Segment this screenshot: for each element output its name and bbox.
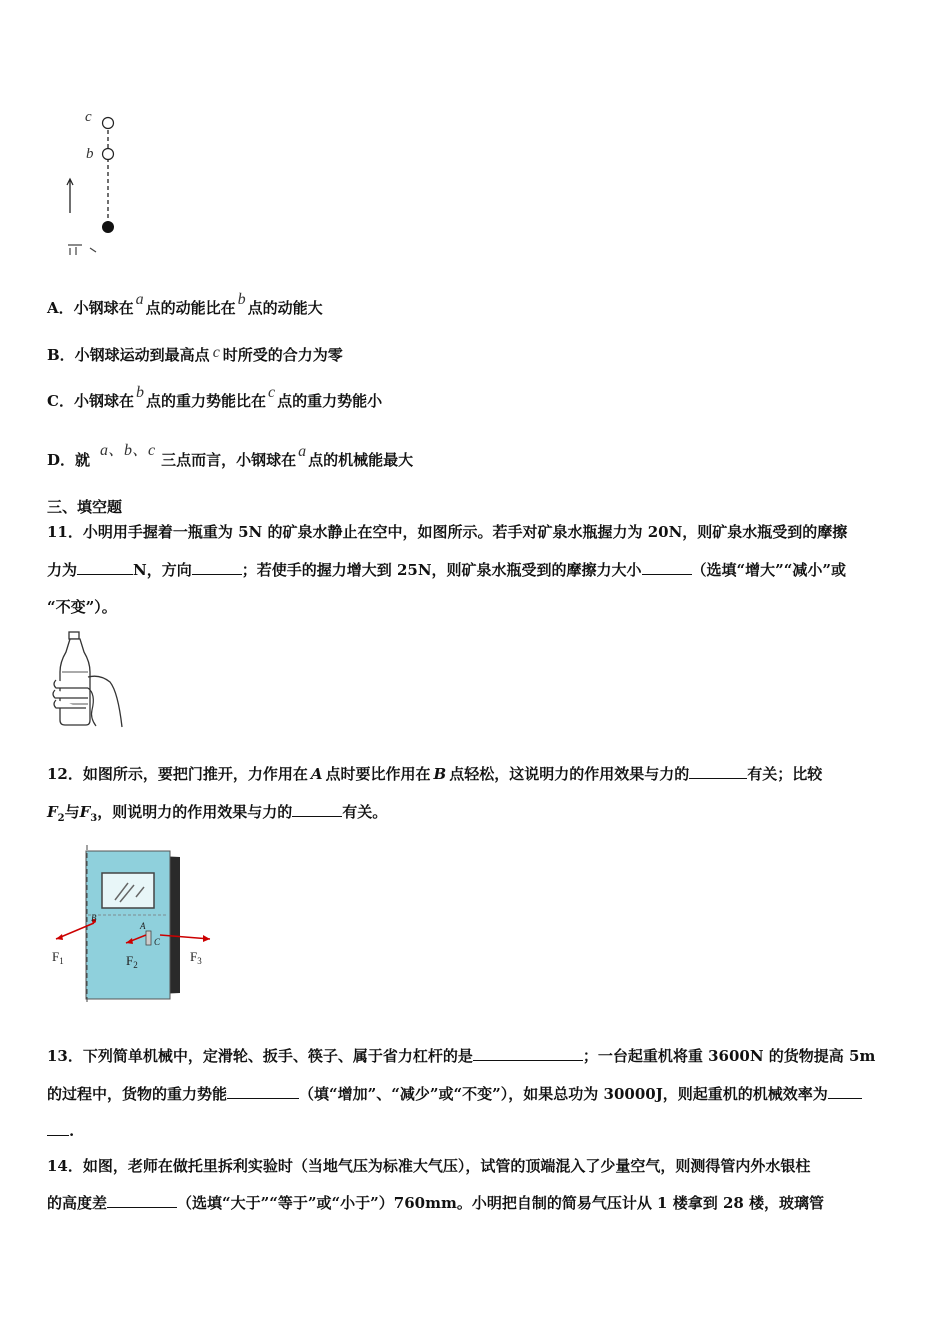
section-title: 三、填空题 — [47, 498, 123, 516]
q14-line1: 14．如图，老师在做托里拆利实验时（当地气压为标准大气压），试管的顶端混入了少量空气，则测得管内外水银柱 — [47, 1157, 811, 1175]
ball-trajectory-figure — [60, 105, 130, 255]
q11-line2: 力为 N，方向 ；若使手的握力增大到 25N，则矿泉水瓶受到的摩擦力大小 （选填“增大”“减小”或 — [47, 561, 847, 579]
option-d: D．就a、b、c三点而言，小钢球在 a 点的机械能最大 — [47, 442, 414, 469]
door-label-a: A — [140, 921, 146, 931]
q13-line1: 13．下列简单机械中，定滑轮、扳手、筷子、属于省力杠杆的是 ；一台起重机将重 3600N 的货物提高 5m — [47, 1047, 876, 1065]
q12-line2: $F_2$与$F_3$，则说明力的作用效果与力的 有关。 — [47, 803, 388, 824]
q11-line1: 11．小明用手握着一瓶重为 5N 的矿泉水静止在空中，如图所示。若手对矿泉水瓶握力为 20N，则矿泉水瓶受到的摩擦 — [47, 523, 848, 541]
q14-line2: 的高度差 （选填“大于”“等于”或“小于”）760mm。小明把自制的简易气压计从 1 楼拿到 28 楼，玻璃管 — [47, 1194, 825, 1212]
bottle-hand-figure — [52, 632, 132, 732]
label-c: c — [85, 109, 92, 125]
q11-line3: “不变”）。 — [47, 598, 117, 616]
label-b: b — [86, 146, 94, 162]
f1-label: $F_1$ — [52, 949, 64, 966]
door-label-b: B — [91, 913, 97, 923]
q13-line3: . — [47, 1121, 74, 1141]
option-a: A．小钢球在 a 点的动能比在 b 点的动能大 — [47, 291, 323, 317]
q13-line2: 的过程中，货物的重力势能 （填“增加”、“减少”或“不变”），如果总功为 30000J，则起重机的机械效率为 — [47, 1084, 862, 1104]
f2-label: $F_2$ — [126, 953, 138, 970]
option-c: C．小钢球在 b 点的重力势能比在 c 点的重力势能小 — [47, 384, 383, 410]
door-label-c: C — [154, 937, 161, 947]
option-b: B．小钢球运动到最高点 c 时所受的合力为零 — [47, 344, 343, 364]
f3-label: $F_3$ — [190, 949, 202, 966]
ball-a — [102, 221, 114, 233]
q12-line1: 12．如图所示，要把门推开，力作用在 A 点时要比作用在 B 点轻松，这说明力的作用效果与力的 有关；比较 — [47, 765, 823, 783]
door-figure — [40, 845, 230, 1005]
ball-c — [103, 118, 114, 129]
ball-b — [103, 149, 114, 160]
